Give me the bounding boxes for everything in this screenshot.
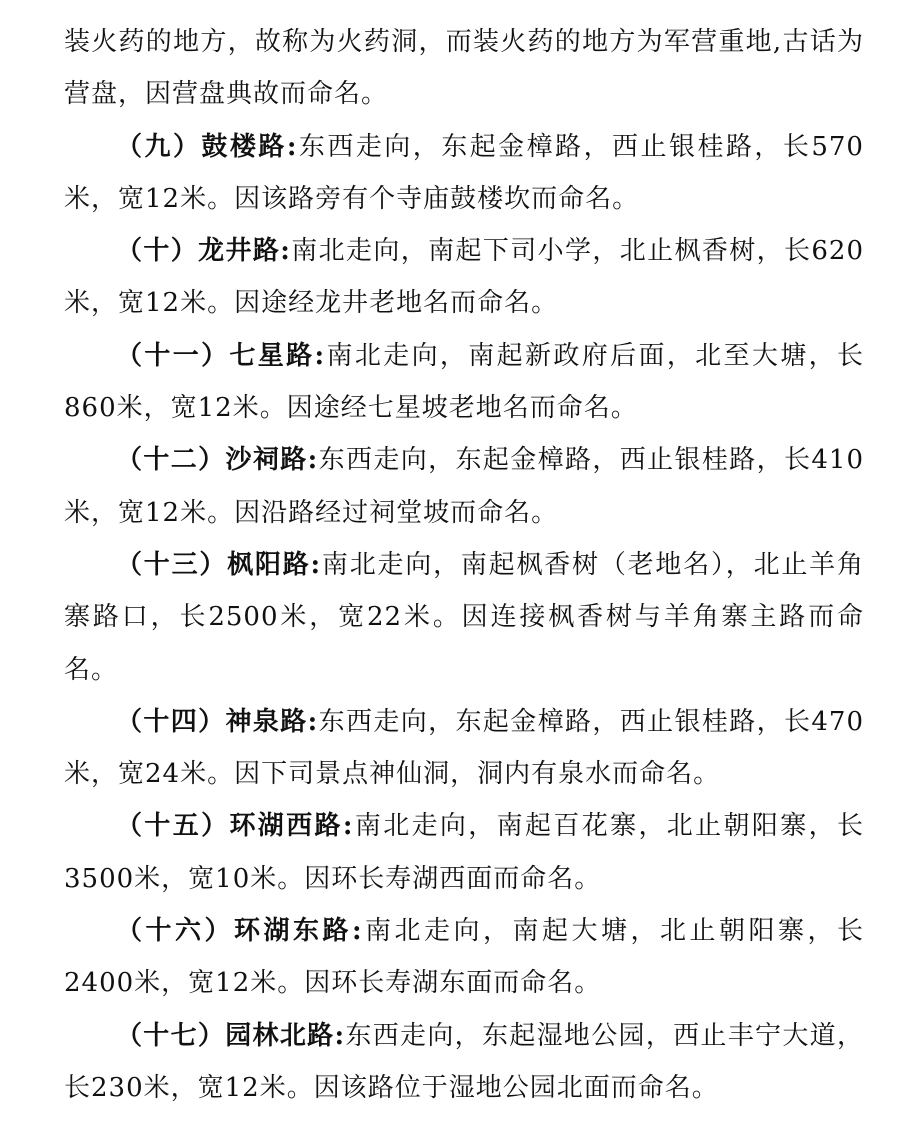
entry-paragraph-11 [64, 330, 864, 435]
entry-paragraph-10 [64, 225, 864, 330]
entry-heading: （九）鼓楼路: [116, 131, 298, 162]
entry-text: 南北走向，南起大塘，北止朝阳寨，长2400米，宽12米。因环长寿湖东面而命名。 [64, 916, 864, 999]
entry-heading: （十一）七星路: [116, 340, 326, 371]
entry-heading: （十二）沙祠路: [116, 445, 319, 476]
entry-paragraph-9 [64, 121, 864, 226]
entry-heading: （十六）环湖东路: [116, 916, 363, 947]
entry-heading: （十七）园林北路: [116, 1020, 346, 1051]
entry-paragraph-13 [64, 539, 864, 696]
entry-paragraph-12 [64, 434, 864, 539]
entry-paragraph-17 [64, 1010, 864, 1115]
entry-paragraph-14 [64, 696, 864, 801]
entry-text: 东西走向，东起金樟路，西止银桂路，长570米，宽12米。因该路旁有个寺庙鼓楼坎而命名。 [64, 131, 864, 214]
intro-paragraph: 装火药的地方，故称为火药洞，而装火药的地方为军营重地,古话为营盘，因营盘典故而命名。 [64, 27, 864, 110]
entry-heading: （十）龙井路: [116, 236, 291, 267]
entry-text: 南北走向，南起下司小学，北止枫香树，长620米，宽12米。因途经龙井老地名而命名。 [64, 236, 864, 319]
entry-paragraph-15 [64, 800, 864, 905]
entry-paragraph-16 [64, 905, 864, 1010]
entry-text: 东西走向，东起湿地公园，西止丰宁大道，长230米，宽12米。因该路位于湿地公园北面而命名。 [64, 1020, 864, 1103]
entry-text: 东西走向，东起金樟路，西止银桂路，长470米，宽24米。因下司景点神仙洞，洞内有泉水而命名。 [64, 706, 864, 790]
entry-heading: （十五）环湖西路: [116, 811, 354, 842]
entry-text: 东西走向，东起金樟路，西止银桂路，长410米，宽12米。因沿路经过祠堂坡而命名。 [64, 445, 864, 528]
entry-text: 南北走向，南起枫香树（老地名），北止羊角寨路口，长2500米，宽22米。因连接枫香树与羊角寨主路而命名。 [64, 549, 864, 685]
entry-heading: （十四）神泉路: [116, 706, 319, 737]
entry-heading: （十三）枫阳路: [116, 549, 322, 580]
entry-text: 南北走向，南起百花寨，北止朝阳寨，长3500米，宽10米。因环长寿湖西面而命名。 [64, 811, 864, 894]
entry-text: 南北走向，南起新政府后面，北至大塘，长860米，宽12米。因途经七星坡老地名而命名。 [64, 340, 864, 424]
